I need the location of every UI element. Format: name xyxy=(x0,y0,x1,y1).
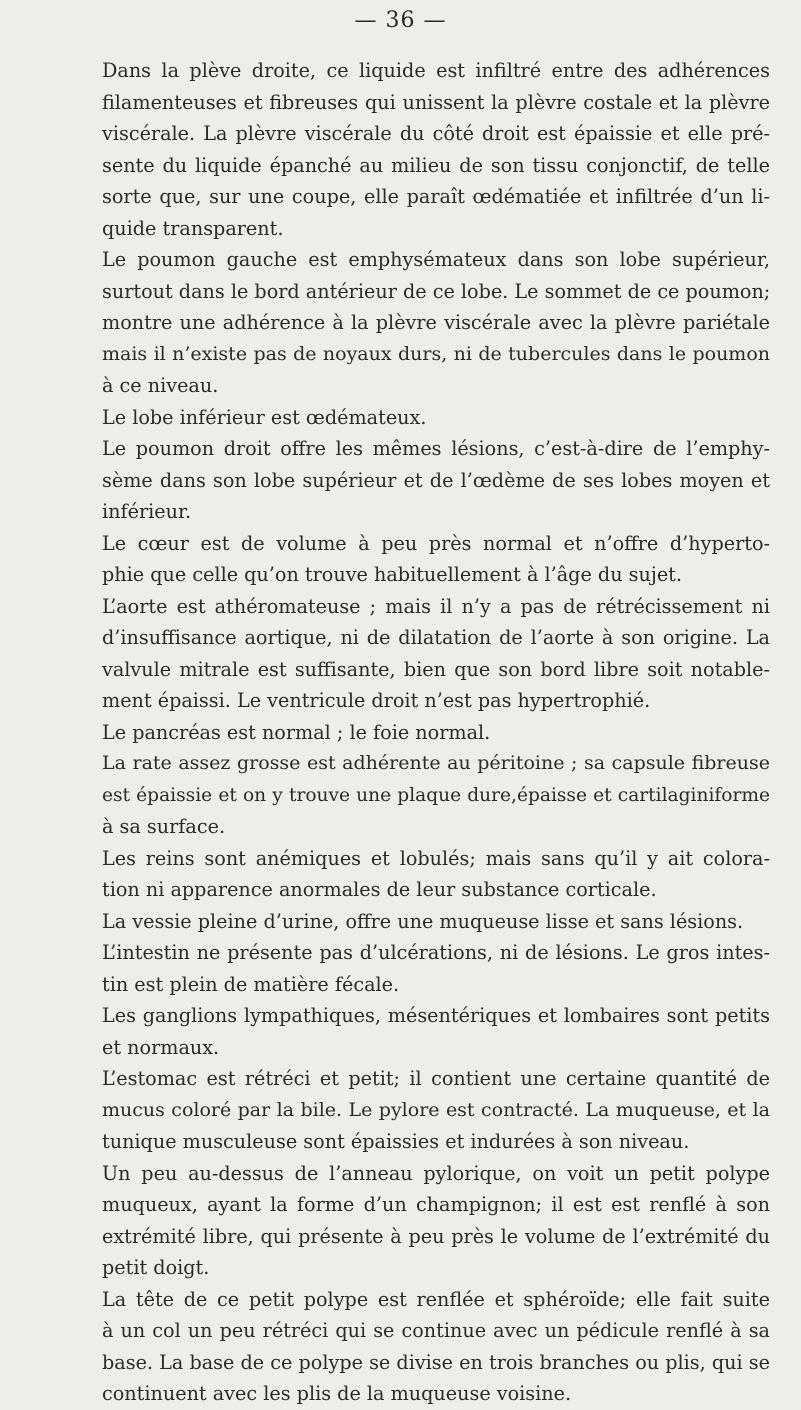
text-line: filamenteuses et fibreuses qui unissent la plèvre costale et la plèvre xyxy=(102,90,770,114)
text-line: base. La base de ce polype se divise en trois branches ou plis, qui se xyxy=(102,1350,770,1374)
text-line: Un peu au-dessus de l’anneau pylorique, on voit un petit polype xyxy=(102,1161,770,1185)
page-number: — 36 — xyxy=(354,8,447,33)
text-line: L’aorte est athéromateuse ; mais il n’y a pas de rétrécissement ni xyxy=(102,594,770,618)
text-line: continuent avec les plis de la muqueuse voisine. xyxy=(102,1382,572,1405)
text-line: L’intestin ne présente pas d’ulcérations, ni de lésions. Le gros intes- xyxy=(102,941,770,964)
text-line: viscérale. La plèvre viscérale du côté droit est épaissie et elle pré- xyxy=(102,122,770,145)
text-line: L’estomac est rétréci et petit; il contient une certaine quantité de xyxy=(102,1067,770,1090)
text-line: ment épaissi. Le ventricule droit n’est pas hypertrophié. xyxy=(102,689,651,712)
text-line: sème dans son lobe supérieur et de l’œdème de ses lobes moyen et xyxy=(102,468,770,492)
text-line: inférieur. xyxy=(102,500,192,523)
text-line: tion ni apparence anormales de leur substance corticale. xyxy=(102,878,657,901)
text-line: à un col un peu rétréci qui se continue avec un pédicule renflé à sa xyxy=(102,1319,770,1342)
text-line: à ce niveau. xyxy=(102,374,219,397)
text-line: petit doigt. xyxy=(102,1256,210,1279)
text-line: Le poumon droit offre les mêmes lésions, c’est-à-dire de l’emphy- xyxy=(102,437,770,460)
text-line: montre une adhérence à la plèvre viscérale avec la plèvre pariétale xyxy=(102,311,770,334)
text-line: Dans la plève droite, ce liquide est infiltré entre des adhérences xyxy=(102,59,770,82)
text-line: tin est plein de matière fécale. xyxy=(102,972,400,996)
text-line: extrémité libre, qui présente à peu près le volume de l’extrémité du xyxy=(102,1224,770,1248)
text-line: surtout dans le bord antérieur de ce lobe. Le sommet de ce poumon; xyxy=(102,279,771,303)
text-line: d’insuffisance aortique, ni de dilatation de l’aorte à son origine. La xyxy=(102,626,770,649)
text-line: Le poumon gauche est emphysémateux dans son lobe supérieur, xyxy=(102,248,770,271)
text-line: La rate assez grosse est adhérente au péritoine ; sa capsule fibreuse xyxy=(102,752,770,774)
text-line: Le cœur est de volume à peu près normal et n’offre d’hyperto- xyxy=(102,531,770,555)
text-line: à sa surface. xyxy=(102,815,226,838)
text-line: tunique musculeuse sont épaissies et indurées à son niveau. xyxy=(102,1130,690,1153)
text-line: Le pancréas est normal ; le foie normal. xyxy=(102,720,491,744)
text-line: est épaissie et on y trouve une plaque dure,épaisse et cartilaginiforme xyxy=(102,784,770,806)
text-line: muqueux, ayant la forme d’un champignon; il est est renflé à son xyxy=(102,1193,770,1216)
text-line: quide transparent. xyxy=(102,216,284,240)
text-line: valvule mitrale est suffisante, bien que son bord libre soit notable- xyxy=(102,657,770,681)
text-line: mucus coloré par la bile. Le pylore est contracté. La muqueuse, et la xyxy=(102,1098,770,1121)
text-line: mais il n’existe pas de noyaux durs, ni de tubercules dans le poumon xyxy=(102,342,770,365)
text-line: La vessie pleine d’urine, offre une muqueuse lisse et sans lésions. xyxy=(102,909,744,933)
text-line: La tête de ce petit polype est renflée et sphéroïde; elle fait suite xyxy=(102,1287,770,1311)
body-text xyxy=(102,55,770,1410)
text-line: Le lobe inférieur est œdémateux. xyxy=(102,405,427,429)
text-line: sorte que, sur une coupe, elle paraît œdématiée et infiltrée d’un li- xyxy=(102,185,770,208)
text-line: Les reins sont anémiques et lobulés; mais sans qu’il y ait colora- xyxy=(102,846,770,870)
text-line: et normaux. xyxy=(102,1035,220,1059)
text-line: Les ganglions lympathiques, mésentériques et lombaires sont petits xyxy=(102,1004,770,1027)
text-line: phie que celle qu’on trouve habituellement à l’âge du sujet. xyxy=(102,563,682,586)
text-line: sente du liquide épanché au milieu de son tissu conjonctif, de telle xyxy=(102,153,770,177)
